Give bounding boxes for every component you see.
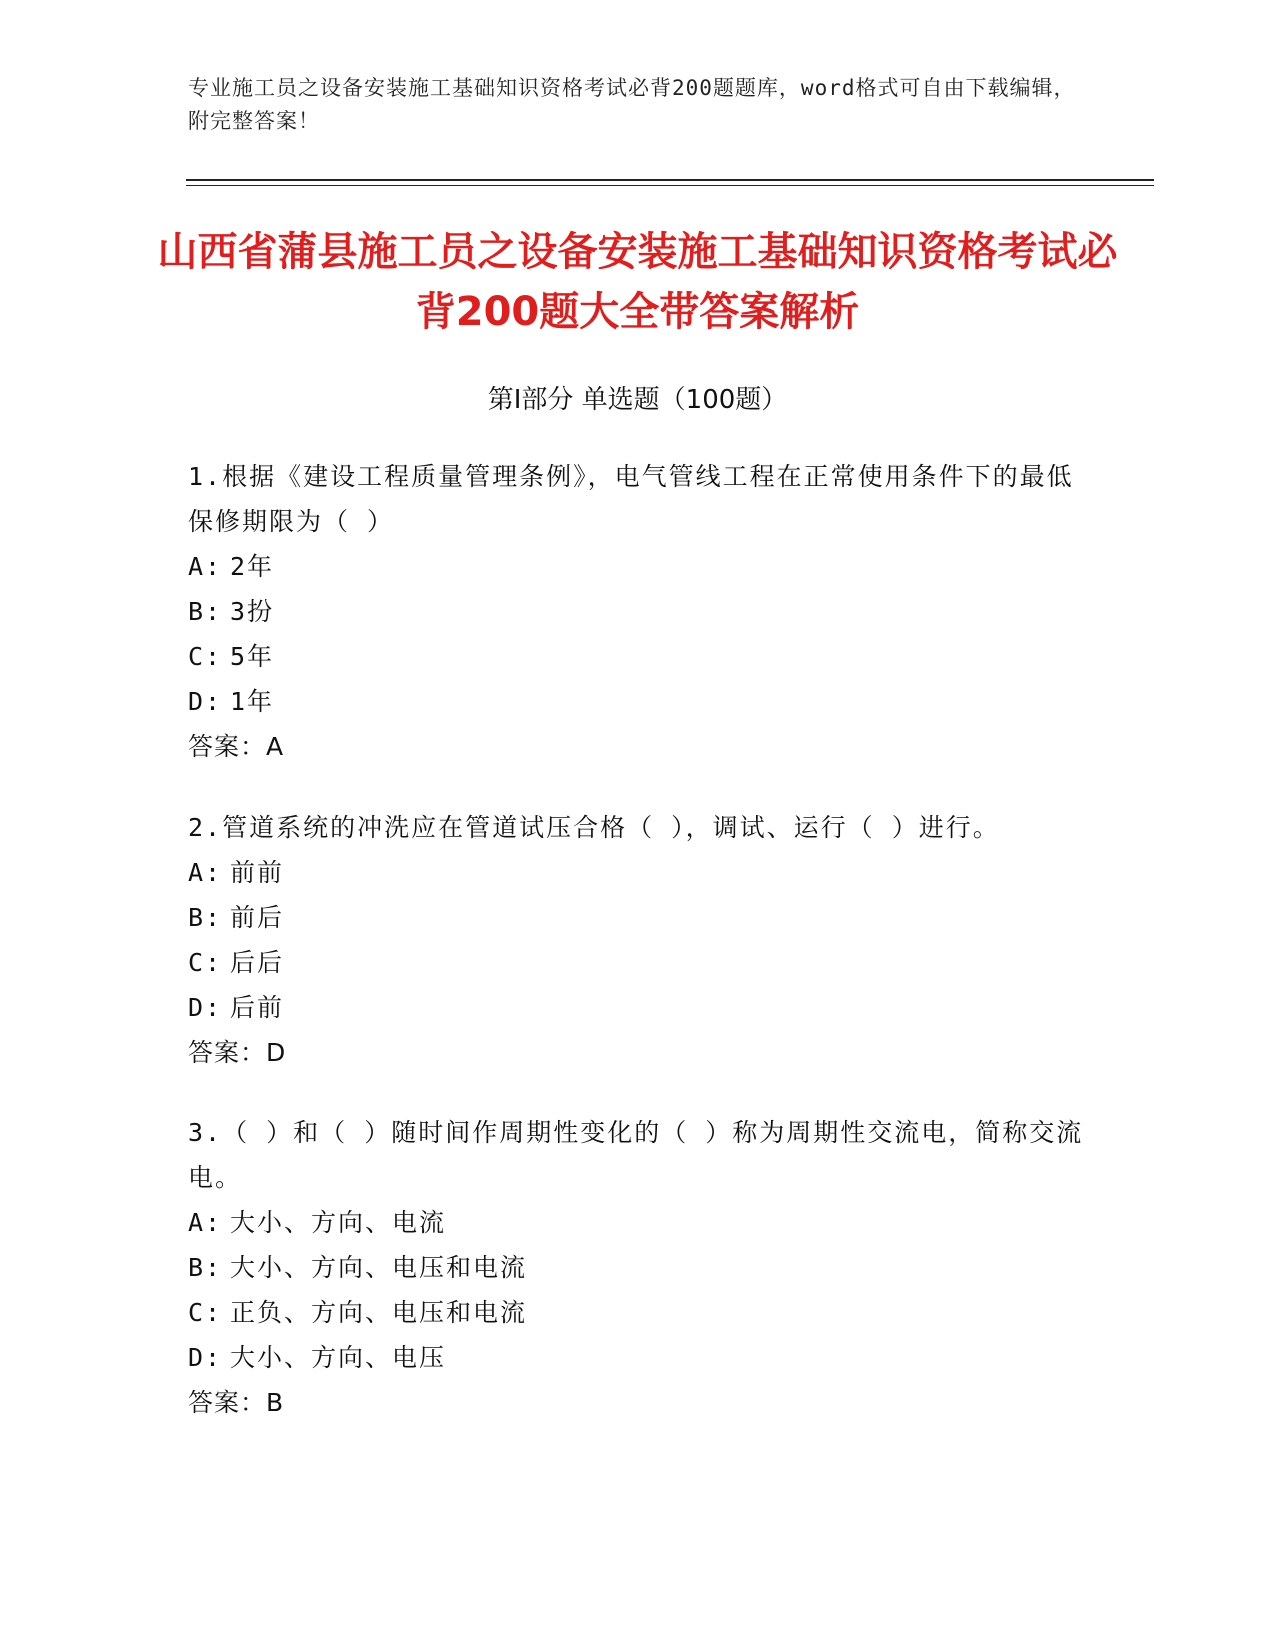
option-a bbox=[188, 544, 1088, 589]
question-stem: 1.根据《建设工程质量管理条例》，电气管线工程在正常使用条件下的最低保修期限为（ ） bbox=[188, 462, 1074, 536]
option-text: 2年 bbox=[230, 552, 275, 581]
question-2 bbox=[188, 805, 1088, 1075]
option-text: 前后 bbox=[230, 903, 285, 932]
option-text: 大小、方向、电压和电流 bbox=[230, 1253, 528, 1282]
option-letter: A: bbox=[188, 858, 223, 887]
option-text: 正负、方向、电压和电流 bbox=[230, 1298, 528, 1327]
option-a bbox=[188, 1200, 1088, 1245]
option-letter: C: bbox=[188, 642, 223, 671]
option-text: 后前 bbox=[230, 993, 285, 1022]
document-title: 山西省蒲县施工员之设备安装施工基础知识资格考试必背200题大全带答案解析 bbox=[157, 229, 1118, 335]
option-letter: B: bbox=[188, 903, 223, 932]
option-text: 大小、方向、电流 bbox=[230, 1208, 447, 1237]
option-text: 前前 bbox=[230, 858, 285, 887]
option-text: 1年 bbox=[230, 687, 275, 716]
option-letter: D: bbox=[188, 687, 223, 716]
option-a bbox=[188, 850, 1088, 895]
option-b bbox=[188, 895, 1088, 940]
option-letter: D: bbox=[188, 993, 223, 1022]
option-letter: C: bbox=[188, 1298, 223, 1327]
section-title: 第Ⅰ部分 单选题（100题） bbox=[487, 385, 788, 415]
option-d bbox=[188, 679, 1088, 724]
option-letter: C: bbox=[188, 948, 223, 977]
option-d bbox=[188, 1335, 1088, 1380]
option-letter: A: bbox=[188, 1208, 223, 1237]
option-text: 后后 bbox=[230, 948, 285, 977]
option-c bbox=[188, 1290, 1088, 1335]
header-note: 专业施工员之设备安装施工基础知识资格考试必背200题题库，word格式可自由下载编辑，附完整答案！ bbox=[188, 76, 1076, 133]
answer-label: 答案：D bbox=[188, 1038, 287, 1067]
header-rule-thick bbox=[186, 179, 1154, 181]
header-rule-thin bbox=[186, 185, 1154, 186]
option-text: 3扮 bbox=[230, 597, 275, 626]
option-d bbox=[188, 985, 1088, 1030]
option-letter: D: bbox=[188, 1343, 223, 1372]
option-letter: B: bbox=[188, 1253, 223, 1282]
option-text: 5年 bbox=[230, 642, 275, 671]
option-letter: A: bbox=[188, 552, 223, 581]
answer-label: 答案：A bbox=[188, 732, 285, 761]
question-1 bbox=[188, 454, 1088, 769]
option-c bbox=[188, 634, 1088, 679]
option-b bbox=[188, 1245, 1088, 1290]
answer-label: 答案：B bbox=[188, 1388, 285, 1417]
question-stem: 3.（ ）和（ ）随时间作周期性变化的（ ）称为周期性交流电，简称交流电。 bbox=[188, 1118, 1084, 1192]
question-stem: 2.管道系统的冲洗应在管道试压合格（ ），调试、运行（ ）进行。 bbox=[188, 813, 1000, 842]
option-b bbox=[188, 589, 1088, 634]
option-c bbox=[188, 940, 1088, 985]
option-letter: B: bbox=[188, 597, 223, 626]
question-3 bbox=[188, 1110, 1088, 1425]
option-text: 大小、方向、电压 bbox=[230, 1343, 447, 1372]
